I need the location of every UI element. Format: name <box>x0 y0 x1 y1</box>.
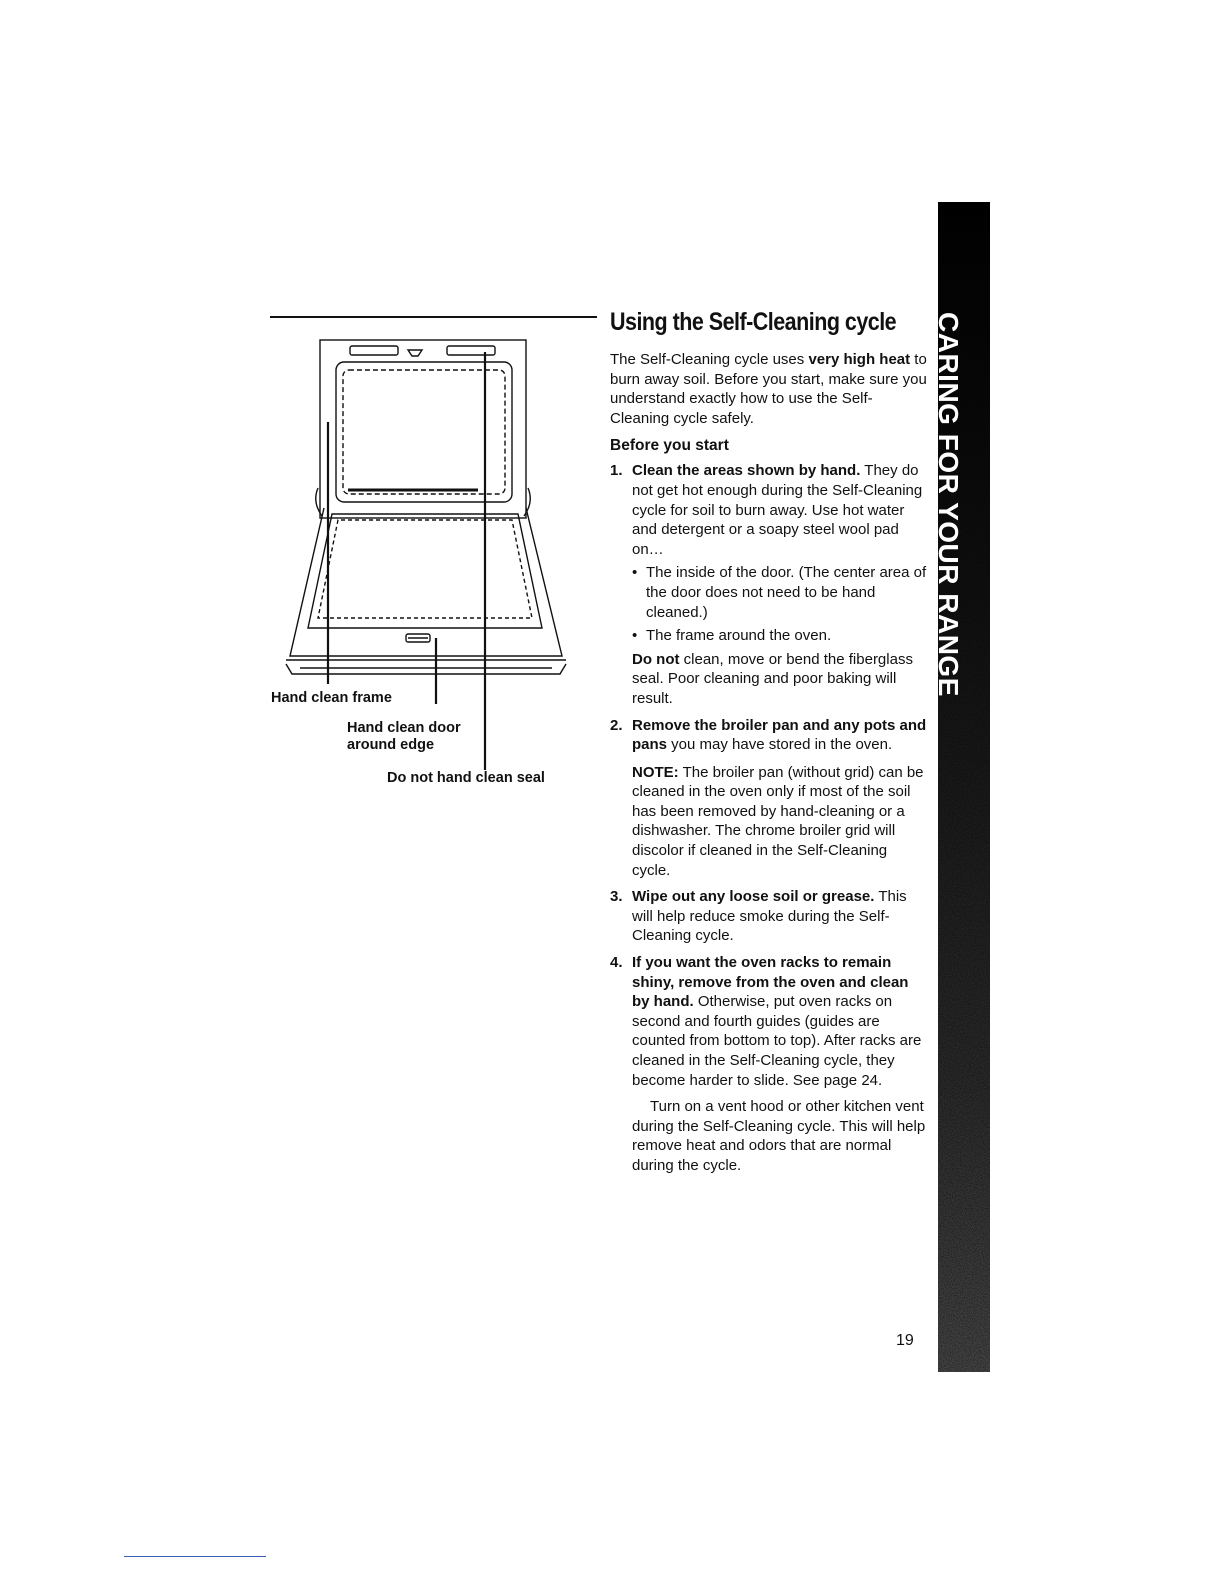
do-not-paragraph <box>632 650 928 709</box>
callout-do-not-clean-seal: Do not hand clean seal <box>387 770 545 786</box>
item-text: you may have stored in the oven. <box>667 736 893 754</box>
do-not-bold: Do not <box>632 650 680 668</box>
intro-text-2: to burn away soil. Before you start, make sure you understand exactly how to use the Self-Cleaning cycle safely. <box>610 351 927 427</box>
intro-text-1: The Self-Cleaning cycle uses <box>610 351 809 368</box>
item-bold: Wipe out any loose soil or grease. <box>632 888 875 906</box>
article-column <box>610 306 928 1176</box>
do-not-text: clean, move or bend the fiberglass seal. Poor cleaning and poor baking will result. <box>632 650 913 707</box>
vent-left <box>350 346 398 355</box>
item-bold: Remove the broiler pan and any pots and pans <box>632 716 927 754</box>
bullet-item: • The frame around the oven. <box>632 627 832 645</box>
item-text: They do not get hot enough during the Self-Cleaning cycle for soil to burn away. Use hot water and detergent or a soapy steel wool pad on… <box>632 462 923 558</box>
closing-paragraph: Turn on a vent hood or other kitchen vent during the Self-Cleaning cycle. This will help remove heat and odors that are normal during the cycle. <box>632 1098 926 1174</box>
item-text: This will help reduce smoke during the Self-Cleaning cycle. <box>632 888 907 945</box>
callout-hand-clean-door <box>347 720 461 754</box>
list-item-3 <box>610 887 928 946</box>
item-number: 2. <box>610 716 623 734</box>
side-tab-label: CARING FOR YOUR RANGE <box>933 312 964 697</box>
callout-door-line-1: Hand clean door <box>347 720 461 736</box>
item-bold: If you want the oven racks to remain shiny, remove from the oven and clean by hand. <box>632 954 909 1011</box>
note-text: The broiler pan (without grid) can be cleaned in the oven only if most of the soil has been removed by hand-cleaning or a dishwasher. The chrome broiler grid will discolor if cleaned in the Self-Cleaning cycle. <box>632 763 924 879</box>
top-rule <box>270 316 597 318</box>
oven-door-diagram <box>280 338 570 786</box>
callout-hand-clean-frame: Hand clean frame <box>271 690 392 706</box>
list-item-4 <box>610 953 928 1090</box>
note-label: NOTE: <box>632 763 679 781</box>
list-item-2 <box>610 716 928 881</box>
vent-right <box>447 346 495 355</box>
item-number: 3. <box>610 888 623 906</box>
subheading: Before you start <box>610 437 729 455</box>
item-bold: Clean the areas shown by hand. <box>632 462 861 480</box>
bullet-text: The inside of the door. (The center area of the door does not need to be hand cleaned.) <box>646 564 927 621</box>
item-number: 1. <box>610 462 623 480</box>
note-paragraph <box>632 763 928 881</box>
page-title: Using the Self-Cleaning cycle <box>610 308 897 336</box>
list-item-1 <box>610 461 928 708</box>
item-text: Otherwise, put oven racks on second and fourth guides (guides are counted from bottom to top). After racks are cleaned in the Self-Cleaning cycle, they become harder to slide. See page 24. <box>632 993 922 1089</box>
bottom-rule <box>124 1556 266 1557</box>
page-number: 19 <box>896 1332 914 1349</box>
latch-icon <box>408 350 422 356</box>
bullet-item: • The inside of the door. (The center area of the door does not need to be hand cleaned.) <box>632 564 927 621</box>
callout-door-line-2: around edge <box>347 737 435 753</box>
intro-bold: very high heat <box>808 351 911 368</box>
item-number: 4. <box>610 954 623 972</box>
intro-paragraph <box>610 350 928 428</box>
bullet-text: The frame around the oven. <box>646 627 832 645</box>
